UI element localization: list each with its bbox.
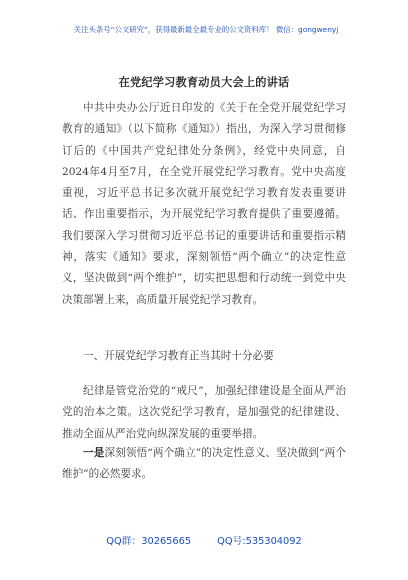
section-heading-1: 一、开展党纪学习教育正当其时十分必要 — [83, 350, 274, 362]
footer-qq-number: QQ号:535304092 — [217, 536, 302, 547]
body-paragraph-3 — [62, 443, 346, 486]
body-paragraph-2: 纪律是管党治党的“戒尺”，加强纪律建设是全面从严治党的治本之策。这次党纪学习教育，是加强党的纪律建设、推动全面从严治党向纵深发展的重要举措。 — [62, 385, 346, 440]
paragraph-3-text: 深刻领悟“两个确立”的决定性意义、坚决做到“两个维护”的必然要求。 — [62, 447, 346, 481]
header-notice: 关注头条号“公文研究”，获得最新最全最专业的公文资料库！ 微信：gongwenyj — [73, 25, 339, 34]
paragraph-lead-bold: 一是 — [83, 447, 105, 459]
footer-qq-group: QQ群：30265665 — [106, 536, 192, 547]
body-paragraph-1: 中共中央办公厅近日印发的《关于在全党开展党纪学习教育的通知》（以下简称《通知》）指出，为深入学习贯彻修订后的《中国共产党纪律处分条例》，经党中央同意，自2024年4月至7月，在全党开展党纪学习教育。党中央高度重视，习近平总书记多次就开展党纪学习教育发表重要讲话、作出重要指示，为开展党纪学习教育提供了重要遵循。我们要深入学习贯彻习近平总书记的重要讲话和重要指示精神，落实《通知》要求，深刻领悟“两个确立”的决定性意义，坚决做到“两个维护”，切实把思想和行动统一到党中央决策部署上来，高质量开展党纪学习教育。 — [62, 102, 346, 306]
page-title: 在党纪学习教育动员大会上的讲话 — [118, 76, 290, 89]
footer-contact — [0, 536, 408, 548]
